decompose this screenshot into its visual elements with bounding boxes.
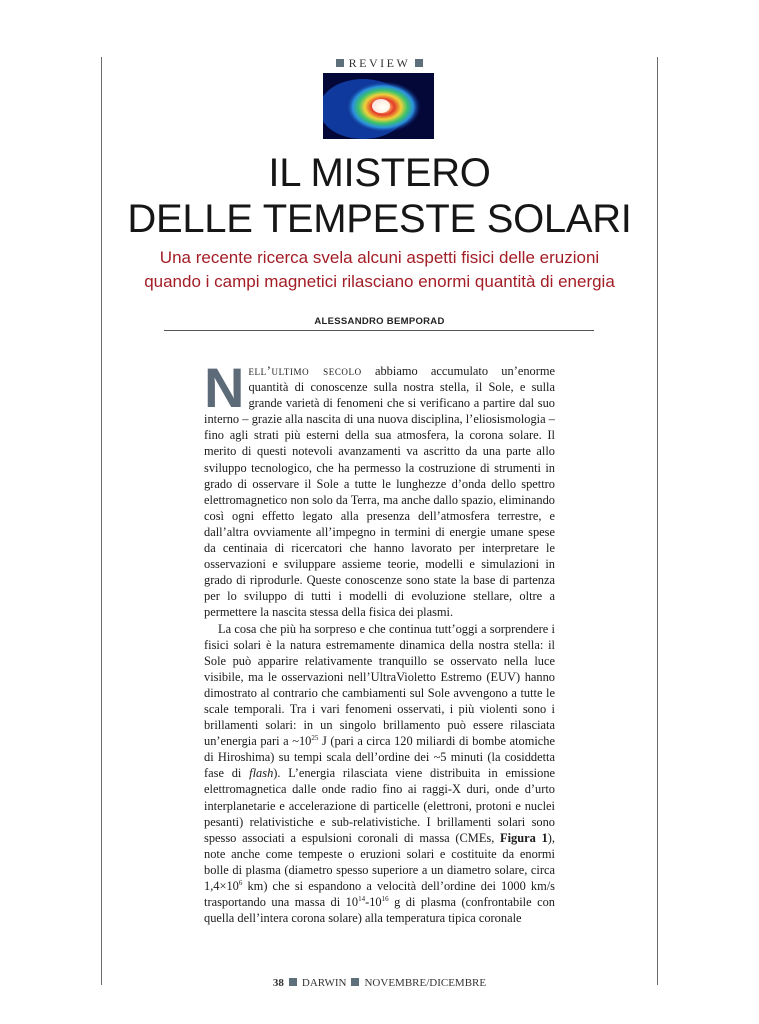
section-name: REVIEW [348,56,411,70]
paragraph-2-text: km) che si espandono a velocità dell’ordine dei 1000 km/s trasportando una massa di 10 [204,879,555,910]
exponent: 14 [358,895,366,904]
subtitle-line-1: Una recente ricerca svela alcuni aspetti fisici delle eruzioni [159,248,600,267]
paragraph-2-text: -10 [365,895,382,910]
square-bullet-icon [336,59,344,67]
title-line-2: DELLE TEMPESTE SOLARI [127,197,632,241]
exponent: 25 [311,734,319,743]
square-bullet-icon [351,978,359,986]
paragraph-2-text: ). L’energia rilasciata viene distribuita in emissione elettromagnetica dalle onde radio fino ai raggi-X duri, onde d’urto interplanetarie e accelerazione di particelle (elettroni, protoni e nuclei pesanti) relativistiche e sub-relativistiche. I brillamenti solari sono spesso associati a espulsioni coronali di massa (CMEs, [204,766,556,845]
byline-divider [164,330,594,331]
paragraph-2-text: J (pari a circa 120 miliardi di bombe atomiche di Hiroshima) su tempi scala dell’ordine dei ~5 minuti (la cosiddetta fase di [204,734,556,781]
article-body [204,356,556,926]
paragraph-2-text: g di plasma (confrontabile con quella dell’intera corona solare) alla temperatura tipica coronale [204,895,555,926]
issue-date: NOVEMBRE/DICEMBRE [364,977,487,989]
page-number: 38 [272,977,284,989]
drop-cap: N [204,356,245,419]
lead-in: ell’ultimo secolo [248,364,362,378]
paragraph-1 [204,356,555,621]
article-subtitle [0,246,759,294]
square-bullet-icon [289,978,297,986]
subtitle-line-2: quando i campi magnetici rilasciano enormi quantità di energia [144,272,615,291]
paragraph-2-text: La cosa che più ha sorpreso e che continua tutt’oggi a sorprendere i fisici solari è la natura estremamente dinamica della nostra stella: il Sole può apparire relativamente tranquillo se osservato nella luce visibile, ma le osservazioni nell’UltraVioletto Estremo (EUV) hanno dimostrato al contrario che cambiamenti sul Sole avvengono a tutte le scale temporali. Tra i vari fenomeni osservati, i più violenti sono i brillamenti solari: in un singolo brillamento può essere rilasciata un’energia pari a ~10 [204,621,555,749]
title-line-1: IL MISTERO [268,151,491,195]
figure-reference[interactable]: Figura 1 [500,830,548,845]
exponent: 6 [238,879,243,887]
solar-flare-image [323,73,434,139]
article-title [0,150,759,242]
exponent: 16 [381,895,389,904]
solar-flare-thumbnail [323,73,434,139]
author-byline: ALESSANDRO BEMPORAD [314,316,445,327]
section-label [0,56,759,71]
magazine-name: DARWIN [301,977,347,989]
paragraph-2 [204,621,555,927]
square-bullet-icon [415,59,423,67]
flash-term: flash [249,766,274,781]
paragraph-2-text: ), note anche come tempeste o eruzioni solari e costituite da enormi bolle di plasma (diametro spesso superiore a un diametro solare, circa 1,4×10 [204,830,556,893]
page-footer [0,977,759,989]
paragraph-1-text: abbiamo accumulato un’enorme quantità di conoscenze sulla nostra stella, il Sole, e sulla grande varietà di fenomeni che si verificano a partire dal suo interno – grazie alla nascita di una nuova disciplina, l’eliosismologia – fino agli strati più esterni della sua atmosfera, la corona solare. Il merito di questi notevoli avanzamenti va ascritto da una parte allo sviluppo tecnologico, che ha permesso la costruzione di strumenti in grado di osservare il Sole a tutte le lunghezze d’onda dello spettro elettromagnetico non solo da Terra, ma anche dallo spazio, eliminando così ogni effetto legato alla presenza dell’atmosfera terrestre, e dall’altra ovviamente all’impegno in termini di energie umane spese da centinaia di ricercatori che hanno lavorato per interpretare le osservazioni e sviluppare assieme teorie, modelli e simulazioni in grado di riprodurle. Queste conoscenze sono state la base di partenza per lo sviluppo di tutti i modelli di evoluzione stellare, oltre a permettere la nascita stessa della fisica dei plasmi. [204,364,555,620]
